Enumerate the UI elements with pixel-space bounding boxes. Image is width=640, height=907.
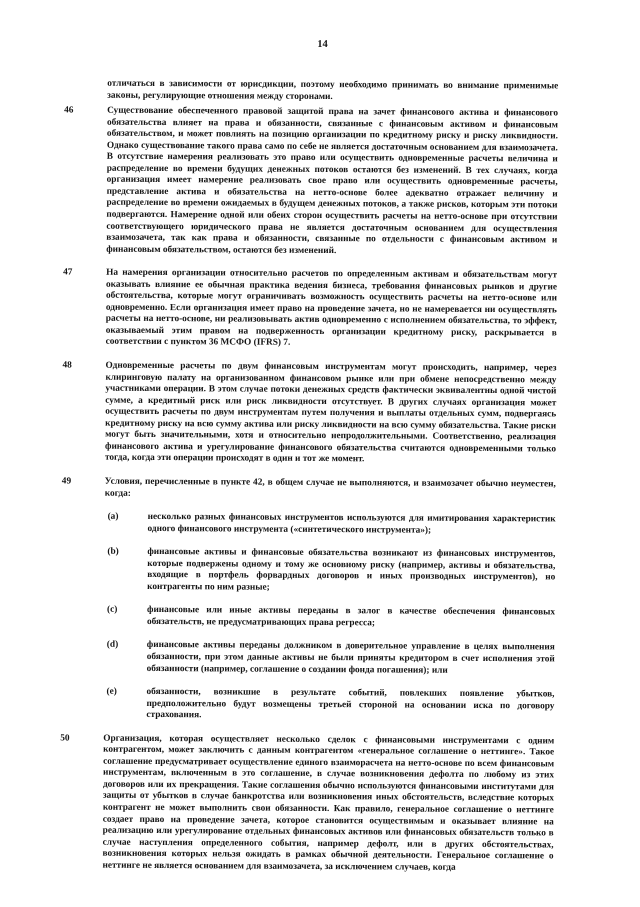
list-item-text: финансовые активы переданы должником в доверительное управление в целях выполнения обязанности, при этом данные активы не были приняты кредитором в счет исполнения этой обязанности (например, соглашение о создании фонда погашения); или [146, 640, 555, 676]
list-item-text: финансовые активы и финансовые обязательства возникают из финансовых инструментов, которые подвержены одному и тому же основному риску (например, активы и обязательства, входящие в портфель форвардных договоров и иных производных инструментов), но контрагенты по ним разные; [147, 547, 556, 593]
list-item-letter: (a) [107, 511, 119, 522]
list-item-a [107, 511, 556, 538]
list-item-letter: (c) [107, 605, 118, 616]
paragraph-49 [61, 476, 556, 503]
list-item-letter: (d) [106, 640, 119, 651]
paragraph-48 [62, 360, 557, 468]
paragraph-number: 50 [60, 733, 70, 744]
page-number: 14 [317, 38, 328, 51]
list-item-c [107, 605, 556, 631]
paragraph-50 [60, 733, 555, 874]
list-item-b [107, 546, 556, 596]
paragraph-number: 47 [63, 267, 73, 278]
list-item-text: обязанности, возникшие в результате событий, повлекших появление убытков, предположительно будут возмещены третьей стороной на основании иска по договору страхования. [146, 687, 555, 721]
list-item-d [106, 640, 555, 677]
list-item-letter: (b) [107, 546, 119, 557]
paragraph-number: 49 [61, 476, 72, 487]
paragraph-46 [64, 105, 559, 259]
paragraph-text: отличаться в зависимости от юрисдикции, поэтому необходимо принимать во внимание применимые законы, регулирующие отношения между сторонами. [107, 78, 559, 102]
paragraph-text: Условия, перечисленные в пункте 42, в общем случае не выполняются, и взаимозачет обычно неуместен, когда: [104, 476, 556, 499]
list-item-text: несколько разных финансовых инструментов используются для имитирования характеристик одного финансового инструмента («синтетического инструмента»); [147, 511, 556, 536]
paragraph-text: Организация, которая осуществляет несколько сделок с финансовыми инструментами с одним контрагентом, может заключить с данным контрагентом «генеральное соглашение о неттинге». Такое соглашение предусматривает осуществление единого взаиморасчета на нетто-основе по всем финансовым инструментам, включенным в это соглашение, в случае возникновения дефолта по любому из этих договоров или их прекращения. Такие соглашения обычно используются финансовыми институтами для защиты от убытков в случае банкротства или возникновения иных обстоятельств, вследствие которых контрагент не может выполнить свои обязанности. Как правило, генеральное соглашение о неттинге создает право на проведение зачета, которое становится осуществимым и оказывает влияние на реализацию или урегулирование отдельных финансовых активов или финансовых обязательств только в случае наступления определенного события, например дефолт, или в других обстоятельствах, возникновения которых нельзя ожидать в рамках обычной деятельности. Генеральное соглашение о неттинге не является основанием для взаимозачета, за исключением случаев, когда [102, 733, 555, 873]
paragraph-47 [63, 267, 558, 352]
list-item-letter: (e) [106, 686, 117, 697]
list-item-text: финансовые или иные активы переданы в залог в качестве обеспечения финансовых обязательств, не предусматривающих права регресса; [146, 605, 556, 629]
paragraph-text: На намерения организации относительно расчетов по определенным активам и обязательствам могут оказывать влияние ее обычная практика ведения бизнеса, требования финансовых рынков и другие обстоятельства, которые могут ограничивать возможность осуществить расчеты на нетто-основе или одновременно. Если организация имеет право на проведение зачета, но не намеревается ни осуществлять расчеты на нетто-основе, ни реализовывать актив одновременно с исполнением обязательства, то эффект, оказываемый этим правом на подверженность организации кредитному риску, раскрывается в соответствии с пунктом 36 МСФО (IFRS) 7. [105, 267, 558, 349]
paragraph-text: Существование обеспеченного правовой защитой права на зачет финансового актива и финансового обязательства влияет на права и обязанности, связанные с финансовым активом и финансовым обязательством, и может повлиять на позицию организации по кредитному риску и риску ликвидности. Однако существование такого права само по себе не является достаточным основанием для взаимозачета. В отсутствие намерения реализовать это право или осуществить одновременные расчеты величина и распределение во времени будущих денежных потоков остаются без изменений. В тех случаях, когда организация имеет намерение реализовать свое право или осуществить одновременные расчеты, представление актива и обязательства на нетто-основе более адекватно отражает величину и распределение во времени ожидаемых в будущем денежных потоков, а также рисков, которым эти потоки подвергаются. Намерение одной или обеих сторон осуществить расчеты на нетто-основе при отсутствии соответствующего юридического права не является достаточным основанием для осуществления взаимозачета, так как права и обязанности, связанные по отдельности с финансовым активом и финансовым обязательством, остаются без изменений. [106, 105, 559, 256]
paragraph-continuation [107, 79, 558, 105]
document-body [0, 78, 640, 887]
paragraph-number: 46 [64, 105, 74, 116]
paragraph-number: 48 [62, 360, 72, 371]
list-item-e [106, 686, 555, 724]
paragraph-text: Одновременные расчеты по двум финансовым инструментам могут происходить, например, через клиринговую палату на организованном финансовом рынке или при обмене непосредственно между участниками операции. В этом случае потоки денежных средств фактически эквивалентны одной чистой сумме, а кредитный риск или риск ликвидности отсутствует. В других случаях организация может осуществить расчеты по двум инструментам путем получения и выплаты отдельных сумм, подвергаясь кредитному риску на всю сумму актива или риску ликвидности на всю сумму обязательства. Такие риски могут быть значительными, хотя и относительно непродолжительными. Соответственно, реализация финансового актива и урегулирование финансового обязательства считаются одновременными только тогда, когда эти операции происходят в один и тот же момент. [104, 360, 557, 465]
